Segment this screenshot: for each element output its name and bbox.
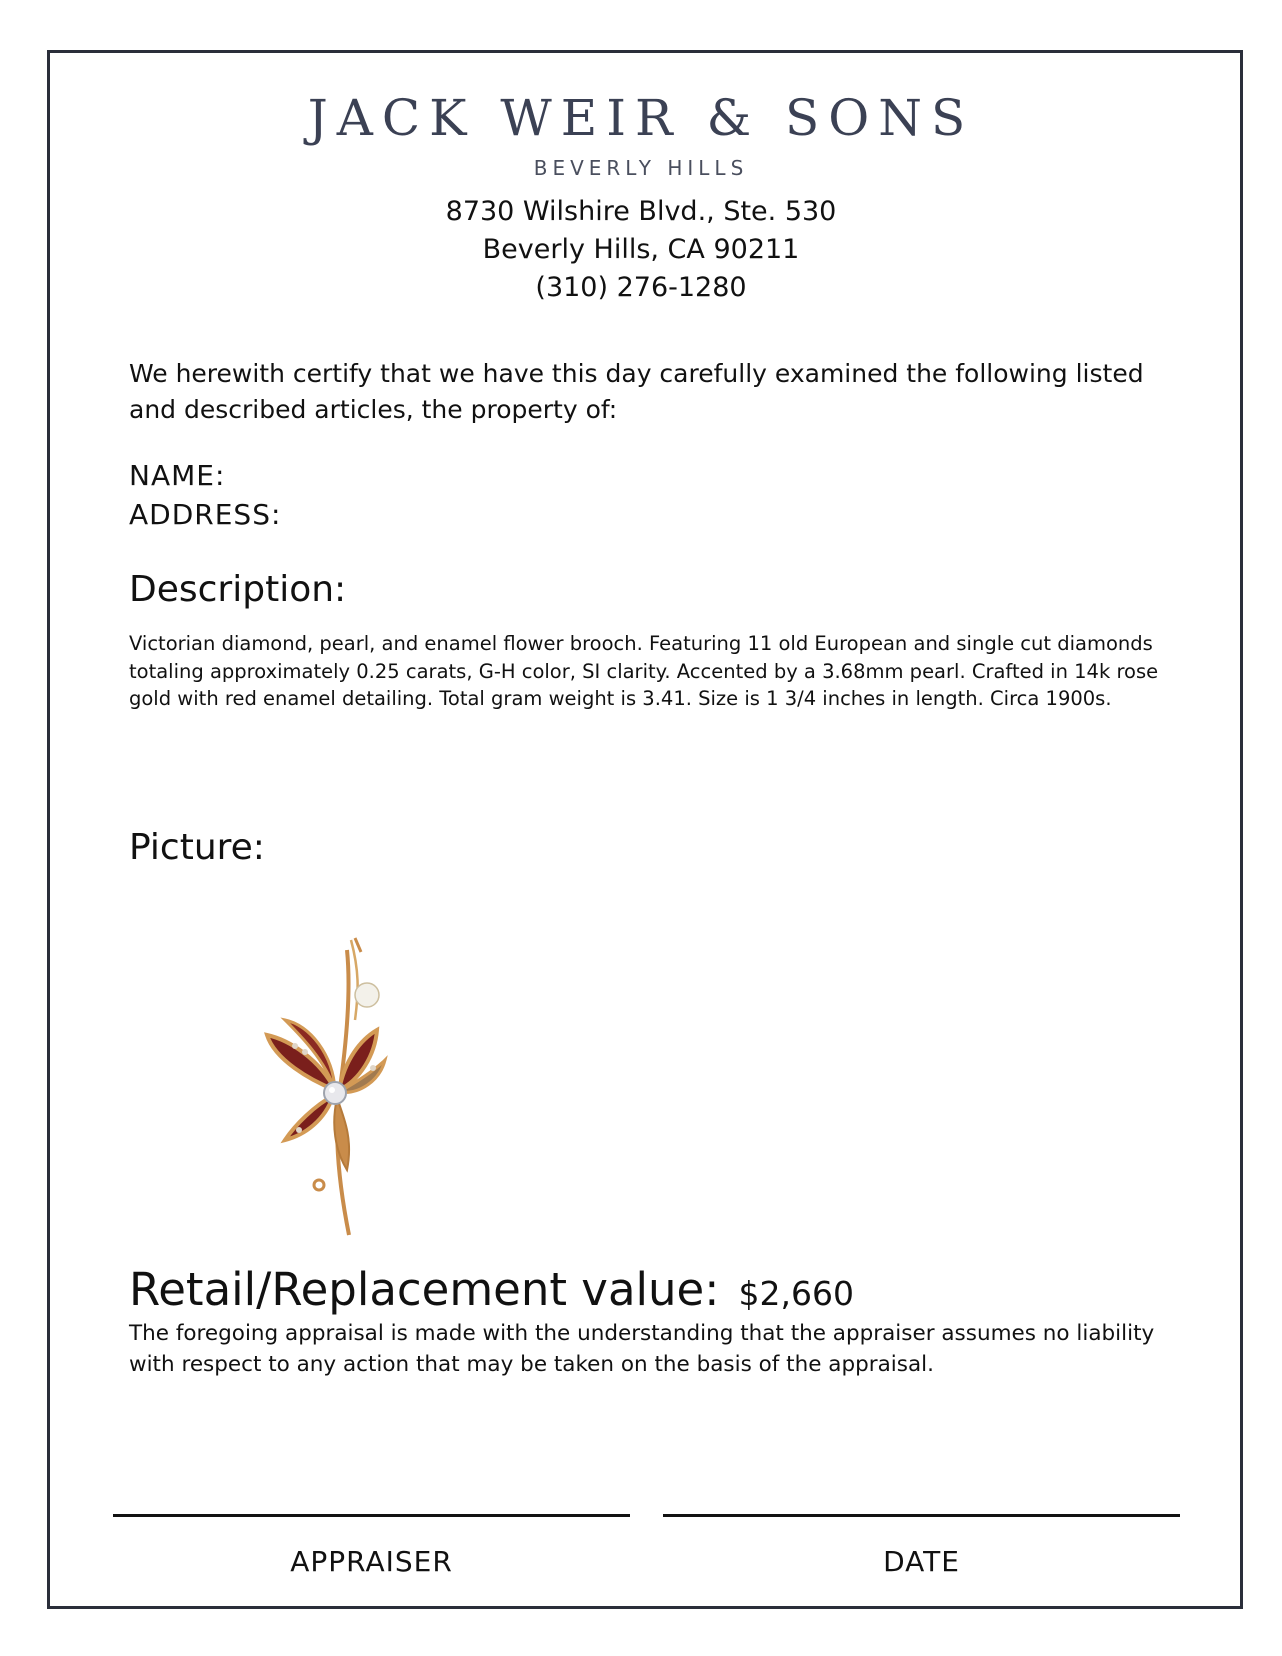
certification-text: We herewith certify that we have this day carefully examined the following listed and described articles, the property of:: [129, 359, 1144, 424]
petal-lower-left: [285, 1096, 333, 1140]
small-diamond: [302, 1049, 308, 1055]
address-line-2: Beverly Hills, CA 90211: [482, 234, 800, 265]
valuation-row: [129, 1262, 854, 1318]
appraiser-label: APPRAISER: [290, 1545, 453, 1578]
disclaimer-text: The foregoing appraisal is made with the understanding that the appraiser assumes no liability with respect to any action that may be taken on the basis of the appraisal.: [129, 1321, 1155, 1377]
address-line-1: 8730 Wilshire Blvd., Ste. 530: [445, 196, 837, 227]
brand-city: BEVERLY HILLS: [533, 156, 749, 180]
small-diamond: [292, 1043, 298, 1049]
phone-number: (310) 276-1280: [535, 272, 747, 303]
address-label: ADDRESS:: [129, 498, 282, 531]
valuation-amount: $2,660: [738, 1274, 854, 1313]
brooch-pin-tip: [355, 938, 361, 952]
brooch-pin: [351, 940, 358, 1020]
appraiser-signature-line: [113, 1514, 630, 1517]
brand-name: JACK WEIR & SONS: [307, 89, 975, 147]
valuation-label: Retail/Replacement value:: [129, 1263, 720, 1316]
date-label: DATE: [883, 1545, 960, 1578]
pearl: [355, 983, 379, 1007]
diamond-sparkle: [329, 1087, 335, 1093]
brooch-clasp: [314, 1180, 324, 1190]
description-text: Victorian diamond, pearl, and enamel flower brooch. Featuring 11 old European and single cut diamonds totaling approximately 0.25 carats, G-H color, SI clarity. Accented by a 3.68mm pearl. Crafted in 14k rose gold with red enamel detailing. Total gram weight is 3.41. Size is 1 3/4 inches in length. Circa 1900s.: [129, 632, 1159, 710]
name-label: NAME:: [129, 459, 226, 492]
date-signature-line: [663, 1514, 1180, 1517]
center-diamond: [324, 1082, 346, 1104]
product-picture: [255, 930, 425, 1250]
small-diamond: [296, 1127, 302, 1133]
small-diamond: [370, 1065, 376, 1071]
description-heading: Description:: [129, 569, 347, 610]
flower-brooch-icon: [255, 930, 425, 1250]
picture-heading: Picture:: [129, 827, 265, 868]
